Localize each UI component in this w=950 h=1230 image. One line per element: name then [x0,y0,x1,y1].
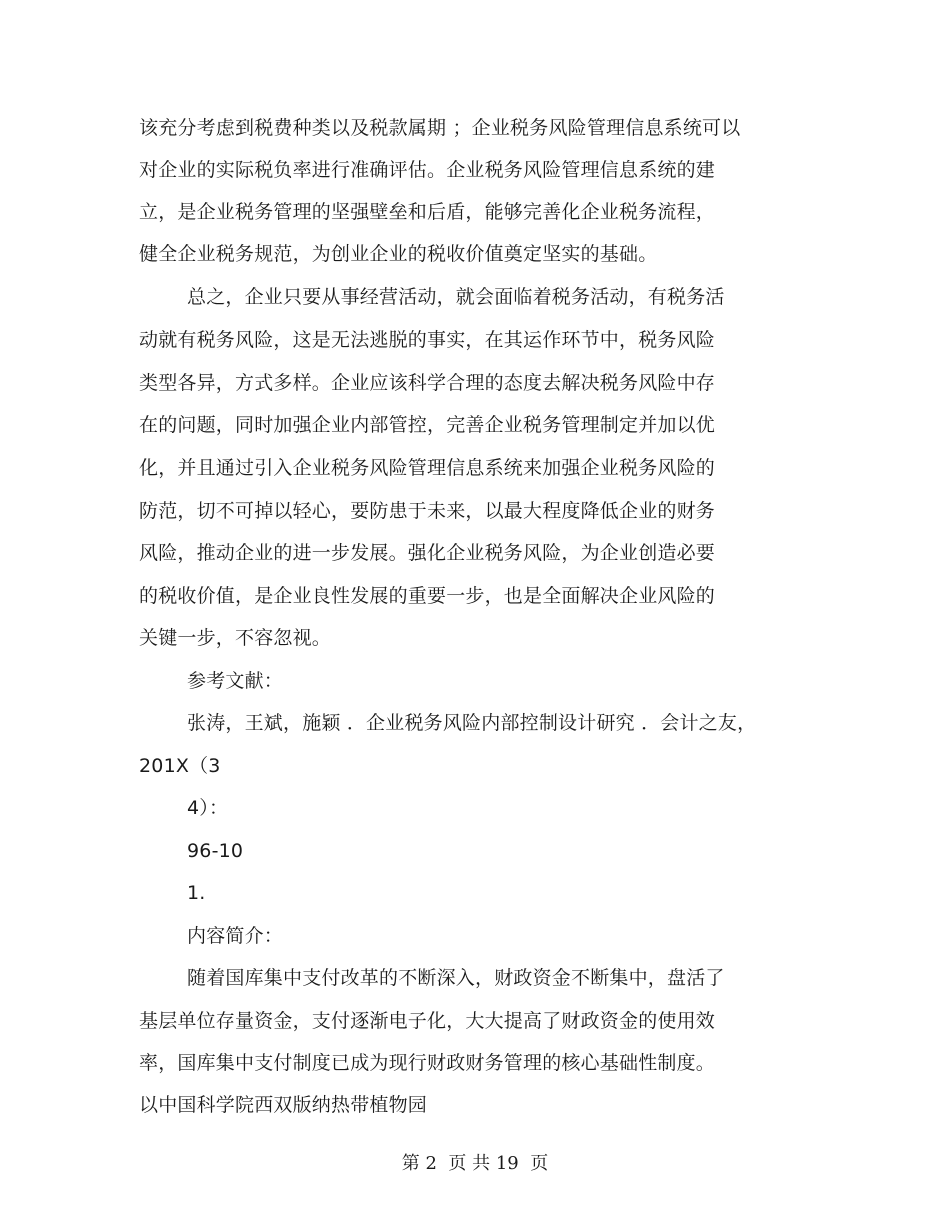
reference-entry-cont: 4）： [187,797,229,819]
body-line: 该充分考虑到税费种类以及税款属期 ；企业税务风险管理信息系统可以 [139,117,741,139]
body-line: 类型各异，方式多样。企业应该科学合理的态度去解决税务风险中存 [139,372,716,394]
body-line: 健全企业税务规范，为创业企业的税收价值奠定坚实的基础。 [139,243,658,265]
summary-heading: 内容简介： [187,925,284,947]
paragraph-start-line: 随着国库集中支付改革的不断深入，财政资金不断集中，盘活了 [187,967,725,989]
body-line: 基层单位存量资金，支付逐渐电子化，大大提高了财政资金的使用效 [139,1010,716,1032]
body-line: 动就有税务风险，这是无法逃脱的事实，在其运作环节中，税务风险 [139,329,716,351]
references-heading: 参考文献： [187,670,284,692]
reference-entry: 张涛，王斌，施颖 ．企业税务风险内部控制设计研究 ．会计之友， [187,712,757,734]
body-line: 率，国库集中支付制度已成为现行财政财务管理的核心基础性制度。 [139,1052,716,1074]
body-line: 立，是企业税务管理的坚强壁垒和后盾，能够完善化企业税务流程， [139,201,716,223]
body-line: 防范，切不可掉以轻心，要防患于未来，以最大程度降低企业的财务 [139,500,716,522]
body-line: 对企业的实际税负率进行准确评估。企业税务风险管理信息系统的建 [139,159,716,181]
body-line: 风险，推动企业的进一步发展。强化企业税务风险，为企业创造必要 [139,542,716,564]
paragraph-start-line: 总之，企业只要从事经营活动，就会面临着税务活动，有税务活 [187,286,725,308]
body-line: 以中国科学院西双版纳热带植物园 [139,1094,428,1116]
reference-entry-cont: 96-10 [187,840,244,862]
reference-entry-cont: 1. [187,882,206,904]
page-number-footer: 第 2 页 共 19 页 [401,1153,549,1174]
body-line: 在的问题，同时加强企业内部管控，完善企业税务管理制定并加以优 [139,414,716,436]
body-line: 的税收价值，是企业良性发展的重要一步，也是全面解决企业风险的 [139,585,716,607]
body-line: 关键一步，不容忽视。 [139,627,332,649]
body-line: 化，并且通过引入企业税务风险管理信息系统来加强企业税务风险的 [139,457,716,479]
reference-entry-cont: 201X（3 [139,755,221,777]
